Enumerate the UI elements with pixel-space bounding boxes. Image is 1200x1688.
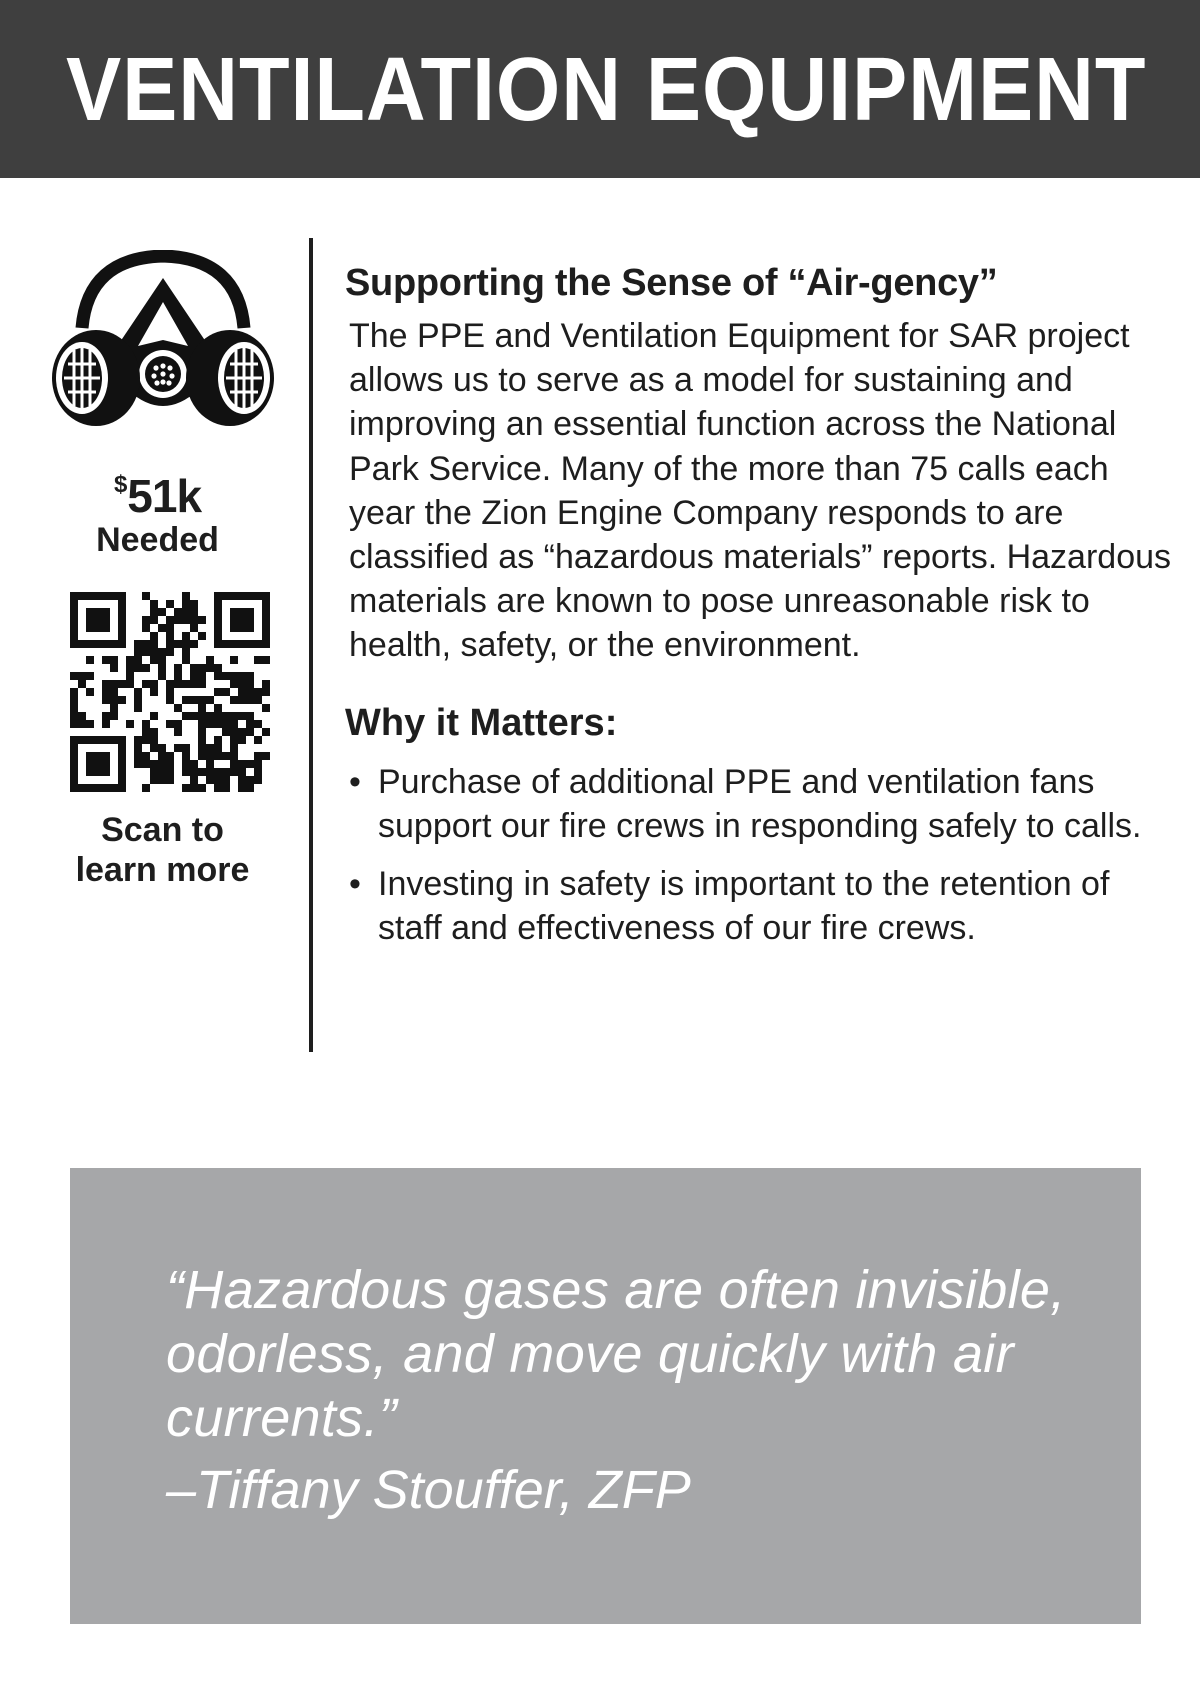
bullet-dot: • <box>349 762 361 801</box>
main-content <box>345 258 1175 964</box>
bullet-text: Investing in safety is important to the retention of staff and effectiveness of our fire crews. <box>378 865 1110 948</box>
quote-box <box>70 1168 1141 1624</box>
price-currency: $ <box>113 471 127 498</box>
bullet-item <box>345 862 1175 950</box>
body-text: The PPE and Ventilation Equipment for SAR project allows us to serve as a model for sustaining and improving an essential function across the National Park Service. Many of the more than 75 calls each year the Zion Engine Company responds to are classified as “hazardous materials” reports. Hazardous materials are known to pose unreasonable risk to health, safety, or the environment. <box>349 317 1172 665</box>
bullet-text: Purchase of additional PPE and ventilation fans support our fire crews in responding safely to calls. <box>378 762 1142 845</box>
qr-code-icon[interactable] <box>70 592 270 792</box>
bullet-item <box>345 760 1175 848</box>
scan-caption <box>30 810 295 890</box>
page-header <box>0 0 1200 178</box>
bullet-list <box>345 760 1175 951</box>
price-label: Needed <box>96 521 219 559</box>
quote-text: “Hazardous gases are often invisible, odorless, and move quickly with air currents.” <box>166 1260 1066 1448</box>
funding-needed <box>30 460 285 559</box>
why-heading: Why it Matters: <box>345 701 618 744</box>
section-heading: Supporting the Sense of “Air-gency” <box>345 262 998 304</box>
gas-mask-icon <box>42 250 284 440</box>
scan-line-1: Scan to <box>101 811 224 849</box>
price-amount <box>30 460 285 521</box>
scan-line-2: learn more <box>75 851 250 889</box>
column-divider <box>309 238 313 1052</box>
bullet-dot: • <box>349 865 361 904</box>
page-title: VENTILATION EQUIPMENT <box>66 40 1147 140</box>
quote-author: –Tiffany Stouffer, ZFP <box>166 1460 691 1520</box>
price-value: 51k <box>127 470 202 522</box>
